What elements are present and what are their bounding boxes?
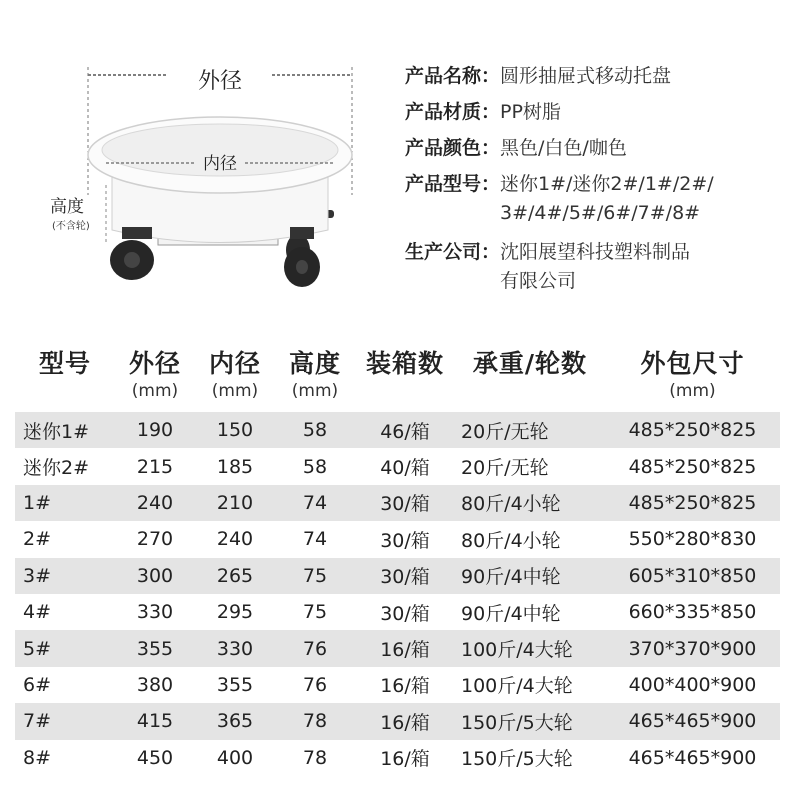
model-cell: 5# (23, 637, 52, 660)
outer-diameter-cell: 240 (136, 491, 174, 514)
header-unit: (mm) (669, 381, 716, 401)
model-cell: 7# (23, 710, 52, 733)
load-wheels-cell: 80斤/4小轮 (461, 493, 561, 516)
carton-qty-cell: 16/箱 (380, 711, 430, 734)
outer-diameter-cell: 450 (136, 746, 174, 769)
table-row (15, 448, 780, 484)
header-unit: (mm) (211, 381, 259, 401)
header-cell (275, 348, 355, 408)
height-cell: 74 (302, 528, 328, 551)
info-value-line: 有限公司 (500, 270, 577, 292)
header-unit: (mm) (131, 381, 179, 401)
package-size-cell: 550*280*830 (628, 528, 757, 551)
inner-diameter-cell: 330 (216, 637, 254, 660)
inner-diameter-cell: 400 (216, 746, 254, 769)
package-size-cell: 370*370*900 (628, 637, 757, 660)
height-cell: 58 (302, 455, 328, 478)
model-cell: 1# (23, 491, 52, 514)
height-label: 高度 (50, 197, 84, 217)
spec-table (15, 348, 780, 776)
model-cell: 6# (23, 673, 52, 696)
header-cell (605, 348, 780, 408)
outer-diameter-cell: 215 (136, 455, 174, 478)
table-row (15, 485, 780, 521)
inner-diameter-cell: 265 (216, 564, 254, 587)
product-info (405, 62, 785, 303)
model-cell: 迷你1# (23, 420, 90, 443)
table-row (15, 667, 780, 703)
model-cell: 3# (23, 564, 52, 587)
carton-qty-cell: 30/箱 (380, 493, 430, 516)
model-cell: 迷你2# (23, 457, 90, 480)
load-wheels-cell: 20斤/无轮 (461, 420, 549, 443)
info-row-color (405, 134, 785, 163)
carton-qty-cell: 46/箱 (380, 420, 430, 443)
header-cell (355, 348, 455, 408)
header-title: 高度 (288, 349, 341, 378)
info-row-name (405, 62, 785, 91)
info-value-line: 沈阳展望科技塑料制品 (500, 241, 691, 263)
package-size-cell: 400*400*900 (628, 673, 757, 696)
table-row (15, 521, 780, 557)
inner-diameter-label: 内径 (203, 154, 237, 174)
table-row (15, 630, 780, 666)
header-cell (15, 348, 115, 408)
inner-diameter-cell: 210 (216, 491, 254, 514)
info-value-line: 迷你1#/迷你2#/1#/2#/ (500, 173, 714, 195)
package-size-cell: 485*250*825 (628, 419, 757, 442)
table-row (15, 558, 780, 594)
carton-qty-cell: 16/箱 (380, 748, 430, 771)
info-key: 产品颜色： (405, 137, 501, 159)
header-title: 承重/轮数 (472, 349, 588, 378)
carton-qty-cell: 16/箱 (380, 639, 430, 662)
inner-diameter-cell: 185 (216, 455, 254, 478)
load-wheels-cell: 150斤/5大轮 (461, 711, 573, 734)
table-row (15, 412, 780, 448)
load-wheels-cell: 90斤/4中轮 (461, 566, 561, 589)
package-size-cell: 485*250*825 (628, 455, 757, 478)
height-cell: 76 (302, 637, 328, 660)
carton-qty-cell: 30/箱 (380, 529, 430, 552)
carton-qty-cell: 40/箱 (380, 457, 430, 480)
table-row (15, 740, 780, 776)
header-unit: (mm) (291, 381, 339, 401)
package-size-cell: 660*335*850 (628, 601, 757, 624)
product-illustration (50, 55, 380, 315)
package-size-cell: 485*250*825 (628, 491, 757, 514)
outer-diameter-cell: 355 (136, 637, 174, 660)
header-cell (195, 348, 275, 408)
spec-table-header (15, 348, 780, 408)
outer-diameter-cell: 270 (136, 528, 174, 551)
height-cell: 78 (302, 746, 328, 769)
info-value: 圆形抽屉式移动托盘 (500, 65, 672, 87)
info-key: 产品型号： (405, 173, 501, 195)
load-wheels-cell: 100斤/4大轮 (461, 639, 573, 662)
info-value: 黑色/白色/咖色 (500, 137, 627, 159)
inner-diameter-cell: 240 (216, 528, 254, 551)
outer-diameter-cell: 300 (136, 564, 174, 587)
header-cell (455, 348, 605, 408)
inner-diameter-cell: 150 (216, 419, 254, 442)
outer-diameter-label: 外径 (197, 69, 243, 94)
spec-table-body (15, 412, 780, 776)
carton-qty-cell: 16/箱 (380, 675, 430, 698)
info-row-material (405, 98, 785, 127)
header-title: 外径 (128, 349, 181, 378)
load-wheels-cell: 20斤/无轮 (461, 457, 549, 480)
info-value (500, 238, 690, 296)
load-wheels-cell: 90斤/4中轮 (461, 602, 561, 625)
table-row (15, 594, 780, 630)
info-key: 生产公司： (405, 241, 501, 263)
model-cell: 8# (23, 746, 52, 769)
info-key: 产品材质： (405, 101, 501, 123)
inner-diameter-cell: 295 (216, 601, 254, 624)
package-size-cell: 465*465*900 (628, 746, 757, 769)
outer-diameter-cell: 380 (136, 673, 174, 696)
model-cell: 4# (23, 601, 52, 624)
info-row-model (405, 170, 785, 228)
tray-drawing (50, 55, 380, 315)
inner-diameter-cell: 355 (216, 673, 254, 696)
package-size-cell: 465*465*900 (628, 710, 757, 733)
height-cell: 78 (302, 710, 328, 733)
height-cell: 76 (302, 673, 328, 696)
header-title: 外包尺寸 (640, 349, 745, 378)
info-row-company (405, 238, 785, 296)
package-size-cell: 605*310*850 (628, 564, 757, 587)
height-cell: 75 (302, 601, 328, 624)
info-value: PP树脂 (500, 101, 561, 123)
carton-qty-cell: 30/箱 (380, 602, 430, 625)
header-cell (115, 348, 195, 408)
header-title: 内径 (208, 349, 261, 378)
load-wheels-cell: 80斤/4小轮 (461, 529, 561, 552)
carton-qty-cell: 30/箱 (380, 566, 430, 589)
info-key: 产品名称： (405, 65, 501, 87)
load-wheels-cell: 100斤/4大轮 (461, 675, 573, 698)
header-title: 装箱数 (365, 349, 444, 378)
header-title: 型号 (38, 349, 91, 378)
info-value-line: 3#/4#/5#/6#/7#/8# (500, 202, 701, 224)
load-wheels-cell: 150斤/5大轮 (461, 748, 573, 771)
outer-diameter-cell: 330 (136, 601, 174, 624)
table-row (15, 703, 780, 739)
inner-diameter-cell: 365 (216, 710, 254, 733)
model-cell: 2# (23, 528, 52, 551)
height-note: (不含轮) (52, 221, 90, 232)
height-cell: 58 (302, 419, 328, 442)
info-value (500, 170, 714, 228)
outer-diameter-cell: 190 (136, 419, 174, 442)
height-cell: 75 (302, 564, 328, 587)
height-cell: 74 (302, 491, 328, 514)
outer-diameter-cell: 415 (136, 710, 174, 733)
